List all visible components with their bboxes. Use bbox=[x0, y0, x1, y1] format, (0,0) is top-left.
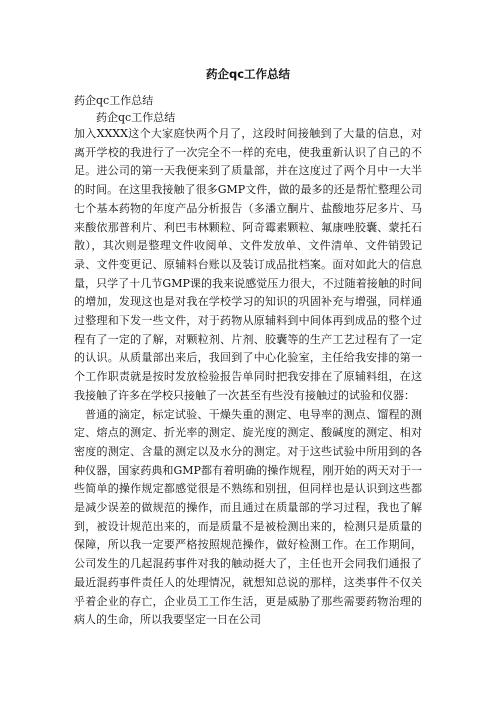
document-subheading: 药企qc工作总结 bbox=[74, 94, 154, 107]
paragraph-2: 普通的滴定，标定试验、干燥失重的测定、电导率的测点、馏程的测定、熔点的测定、折光率的测定、旋光度的测定、酸碱度的测定、相对密度的测定、含量的测定以及水分的测定。对于这些试验中所用到的各种仪器，国家药典和GMP都有着明确的操作规程，刚开始的两天对于一些简单的操作规定都感觉很是不熟练和别扭，但同样也是认识到这些都是减少误差的做规范的操作，而且通过在质量部的学习过程，我也了解到，被设计规范出来的，而是质量不是被检测出来的，检测只是质量的保障，所以我一定要严格按照规范操作，做好检测工作。在工作期间，公司发生的几起混药事件对我的触动挺大了，主任也开会同我们通报了最近混药事件责任人的处理情况，就想知总说的那样，这类事件不仅关乎着企业的存亡，企业员工工作生活，更是威胁了那些需要药物治理的病人的生命，所以我要坚定一日在公司 bbox=[74, 407, 422, 627]
document-subheading-indented: 药企qc工作总结 bbox=[96, 111, 176, 124]
document-title: 药企qc工作总结 bbox=[205, 67, 291, 81]
paragraph-1: 加入XXXX这个大家庭快两个月了，这段时间接触到了大量的信息，对离开学校的我进行了一次完全不一样的充电，使我重新认识了自己的不足。进公司的第一天我便来到了质量部，并在这度过了两个月中一大半的时间。在这里我接触了很多GMP文件，做的最多的还是帮忙整理公司七个基本药物的年度产品分析报告（多潘立酮片、盐酸地芬尼多片、马来酸依那普利片、利巴韦林颗粒、阿奇霉素颗粒、氟康唑胶囊、蒙托石散），其次则是整理文件收阅单、文件发放单、文件清单、文件销毁记录、文件变更记、原辅料台账以及装订成品批档案。面对如此大的信息量，只学了十几节GMP课的我来说感觉压力很大，不过随着接触的时间的增加，发现这也是对我在学校学习的知识的巩固补充与增强，同样通过整理和下发一些文件，对于药物从原辅料到中间体再到成品的整个过程有了一定的了解，对颗粒剂、片剂、胶囊等的生产工艺过程有了一定的认识。从质量部出来后，我回到了中心化验室，主任给我安排的第一个工作职责就是按时发放检验报告单同时把我安排在了原辅料组，在这我接触了许多在学校只接触了一次甚至有些没有接触过的试验和仪器： bbox=[74, 127, 422, 402]
document-body bbox=[74, 125, 422, 630]
